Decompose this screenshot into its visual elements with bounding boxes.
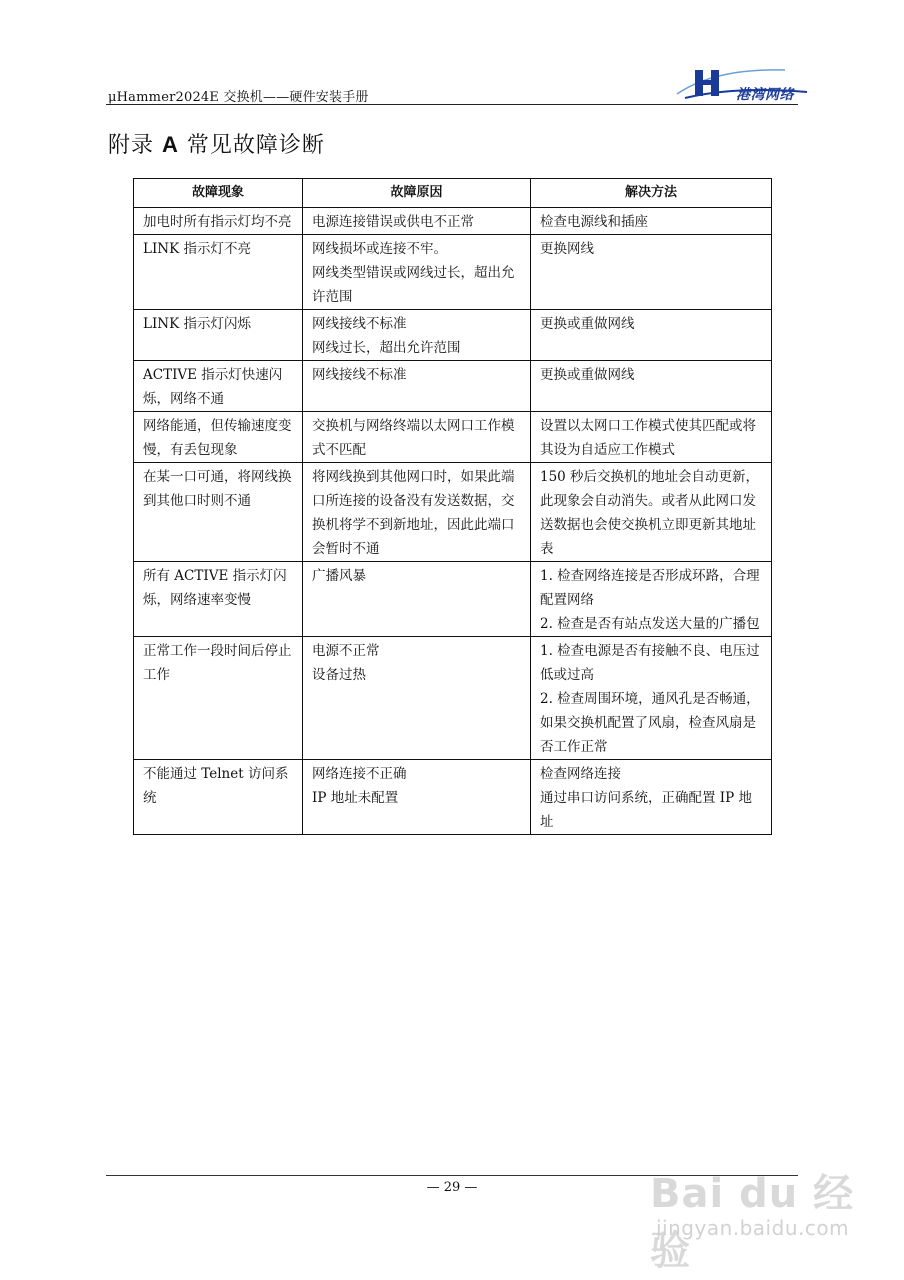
cell-text: 网线接线不标准 <box>312 316 407 332</box>
table-body <box>134 208 772 835</box>
column-header-cause: 故障原因 <box>303 179 531 208</box>
cell-text: 更换或重做网线 <box>540 316 635 332</box>
watermark-brand: Bai du 经验 <box>650 1171 855 1274</box>
table-header-row <box>134 179 772 208</box>
cell-text: 设置以太网口工作模式使其匹配或将其设为自适应工作模式 <box>540 418 756 458</box>
cell-text: 更换或重做网线 <box>540 367 635 383</box>
cell-solution <box>531 637 772 760</box>
cell-cause <box>303 562 531 637</box>
cell-text: 交换机与网络终端以太网口工作模式不匹配 <box>312 418 515 458</box>
table-row <box>134 361 772 412</box>
cell-text: 网线过长，超出允许范围 <box>312 340 461 356</box>
cell-text: 正常工作一段时间后停止工作 <box>143 643 292 683</box>
cell-cause <box>303 637 531 760</box>
watermark-url: jingyan.baidu.com <box>656 1216 850 1240</box>
cell-text: 网线损坏或连接不牢。 <box>312 241 447 257</box>
cell-cause <box>303 361 531 412</box>
cell-text: 电源连接错误或供电不正常 <box>312 214 474 230</box>
cell-text: 加电时所有指示灯均不亮 <box>143 214 292 230</box>
cell-text: 通过串口访问系统，正确配置 IP 地址 <box>540 790 752 830</box>
table-row <box>134 412 772 463</box>
cell-cause <box>303 463 531 562</box>
cell-symptom <box>134 760 303 835</box>
table-row <box>134 463 772 562</box>
cell-text: 网络连接不正确 <box>312 766 407 782</box>
cell-solution <box>531 463 772 562</box>
company-logo-text: 港湾网络 <box>736 87 794 103</box>
cell-cause <box>303 760 531 835</box>
cell-solution <box>531 235 772 310</box>
page-number: — 29 — <box>426 1180 478 1195</box>
table-row <box>134 310 772 361</box>
cell-solution <box>531 412 772 463</box>
cell-symptom <box>134 562 303 637</box>
cell-cause <box>303 310 531 361</box>
table-row <box>134 562 772 637</box>
cell-solution <box>531 310 772 361</box>
cell-symptom <box>134 637 303 760</box>
cell-solution <box>531 361 772 412</box>
cell-text: ACTIVE 指示灯快速闪烁，网络不通 <box>143 367 283 407</box>
cell-text: 网线类型错误或网线过长，超出允许范围 <box>312 265 515 305</box>
cell-text: 2. 检查周围环境，通风孔是否畅通，如果交换机配置了风扇，检查风扇是否工作正常 <box>540 691 760 755</box>
cell-text: 1. 检查网络连接是否形成环路，合理配置网络 <box>540 568 760 608</box>
cell-symptom <box>134 463 303 562</box>
table-row <box>134 208 772 235</box>
cell-text: 网络能通，但传输速度变慢，有丢包现象 <box>143 418 292 458</box>
table-row <box>134 760 772 835</box>
cell-text: 检查电源线和插座 <box>540 214 648 230</box>
cell-symptom <box>134 208 303 235</box>
column-header-symptom: 故障现象 <box>134 179 303 208</box>
cell-text: 150 秒后交换机的地址会自动更新，此现象会自动消失。或者从此网口发送数据也会使交换机立即更新其地址表 <box>540 469 760 557</box>
title-letter: A <box>162 132 179 157</box>
cell-text: LINK 指示灯闪烁 <box>143 316 251 332</box>
cell-symptom <box>134 310 303 361</box>
column-header-solution: 解决方法 <box>531 179 772 208</box>
cell-cause <box>303 208 531 235</box>
cell-text: 不能通过 Telnet 访问系统 <box>143 766 289 806</box>
watermark <box>640 1150 860 1274</box>
troubleshooting-table <box>133 178 772 835</box>
cell-solution <box>531 208 772 235</box>
cell-text: 电源不正常 <box>312 643 380 659</box>
page-title <box>108 128 325 159</box>
cell-solution <box>531 562 772 637</box>
title-text: 常见故障诊断 <box>186 133 325 158</box>
cell-symptom <box>134 235 303 310</box>
header-divider <box>106 104 798 105</box>
cell-symptom <box>134 412 303 463</box>
cell-text: 所有 ACTIVE 指示灯闪烁，网络速率变慢 <box>143 568 287 608</box>
cell-text: 设备过热 <box>312 667 366 683</box>
cell-text: 检查网络连接 <box>540 766 621 782</box>
cell-symptom <box>134 361 303 412</box>
cell-cause <box>303 235 531 310</box>
title-prefix: 附录 <box>108 133 155 158</box>
cell-text: 1. 检查电源是否有接触不良、电压过低或过高 <box>540 643 760 683</box>
cell-text: 更换网线 <box>540 241 594 257</box>
cell-text: LINK 指示灯不亮 <box>143 241 251 257</box>
cell-text: 在某一口可通，将网线换到其他口时则不通 <box>143 469 292 509</box>
cell-solution <box>531 760 772 835</box>
cell-text: 将网线换到其他网口时，如果此端口所连接的设备没有发送数据，交换机将学不到新地址，因此此端口会暂时不通 <box>312 469 515 557</box>
table-row <box>134 637 772 760</box>
cell-text: 2. 检查是否有站点发送大量的广播包 <box>540 616 760 632</box>
cell-text: IP 地址未配置 <box>312 790 399 806</box>
cell-cause <box>303 412 531 463</box>
cell-text: 网线接线不标准 <box>312 367 407 383</box>
document-header-title: μHammer2024E 交换机——硬件安装手册 <box>108 90 369 105</box>
cell-text: 广播风暴 <box>312 568 366 584</box>
table-row <box>134 235 772 310</box>
